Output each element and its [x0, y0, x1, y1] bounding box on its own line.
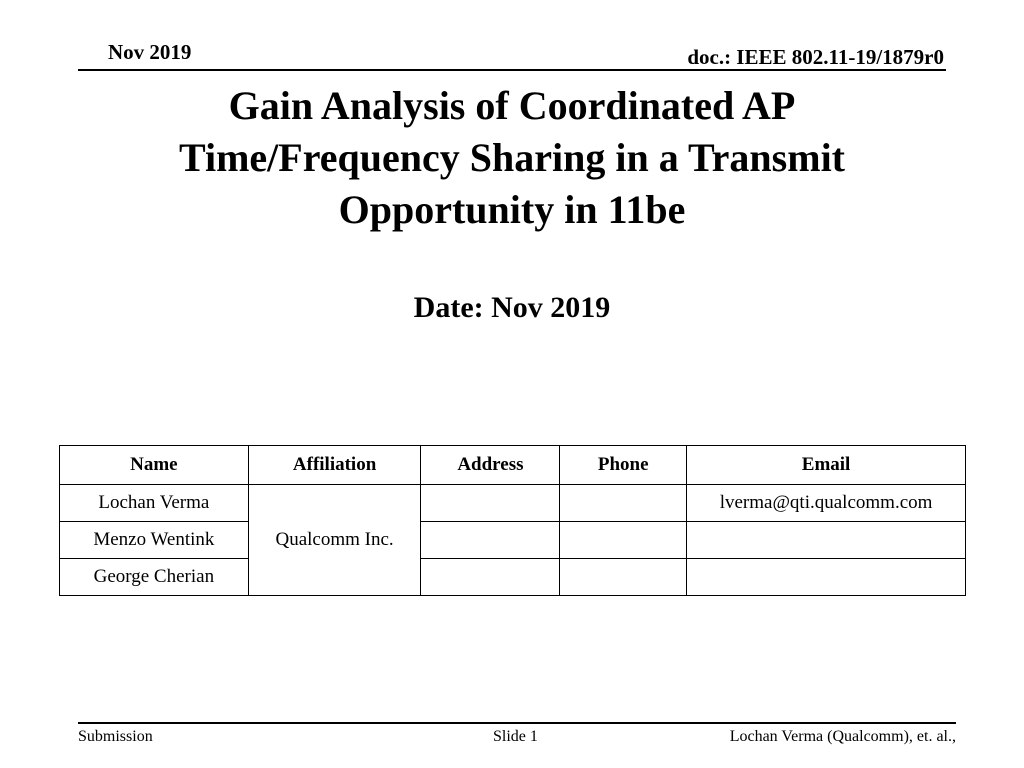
author-email: lverma@qti.qualcomm.com: [687, 485, 966, 522]
header-divider: [78, 69, 946, 71]
author-name: Lochan Verma: [60, 485, 249, 522]
footer-divider: [78, 722, 956, 724]
author-name: Menzo Wentink: [60, 522, 249, 559]
table-row: [60, 485, 966, 522]
author-address: [421, 522, 560, 559]
title-line-2: Time/Frequency Sharing in a Transmit: [179, 135, 845, 180]
header-doc-id: doc.: IEEE 802.11-19/1879r0: [687, 45, 944, 69]
author-email: [687, 559, 966, 596]
author-name: George Cherian: [60, 559, 249, 596]
footer-submission: Submission: [78, 728, 153, 745]
slide-title: [60, 80, 964, 236]
author-affiliation: Qualcomm Inc.: [248, 485, 421, 596]
table-row: [60, 559, 966, 596]
column-header-address: Address: [421, 446, 560, 485]
title-line-3: Opportunity in 11be: [338, 187, 686, 232]
table-row: [60, 522, 966, 559]
column-header-affiliation: Affiliation: [248, 446, 421, 485]
author-phone: [560, 559, 687, 596]
author-address: [421, 485, 560, 522]
author-email: [687, 522, 966, 559]
footer-author: Lochan Verma (Qualcomm), et. al.,: [729, 728, 956, 745]
table-header-row: [60, 446, 966, 485]
author-phone: [560, 485, 687, 522]
column-header-email: Email: [687, 446, 966, 485]
authors-table: [59, 445, 966, 596]
header-date: Nov 2019: [108, 40, 192, 64]
footer-slide-number: Slide 1: [493, 728, 538, 745]
column-header-phone: Phone: [560, 446, 687, 485]
column-header-name: Name: [60, 446, 249, 485]
author-phone: [560, 522, 687, 559]
author-address: [421, 559, 560, 596]
title-line-1: Gain Analysis of Coordinated AP: [228, 83, 796, 128]
date-line: Date: Nov 2019: [413, 291, 611, 324]
